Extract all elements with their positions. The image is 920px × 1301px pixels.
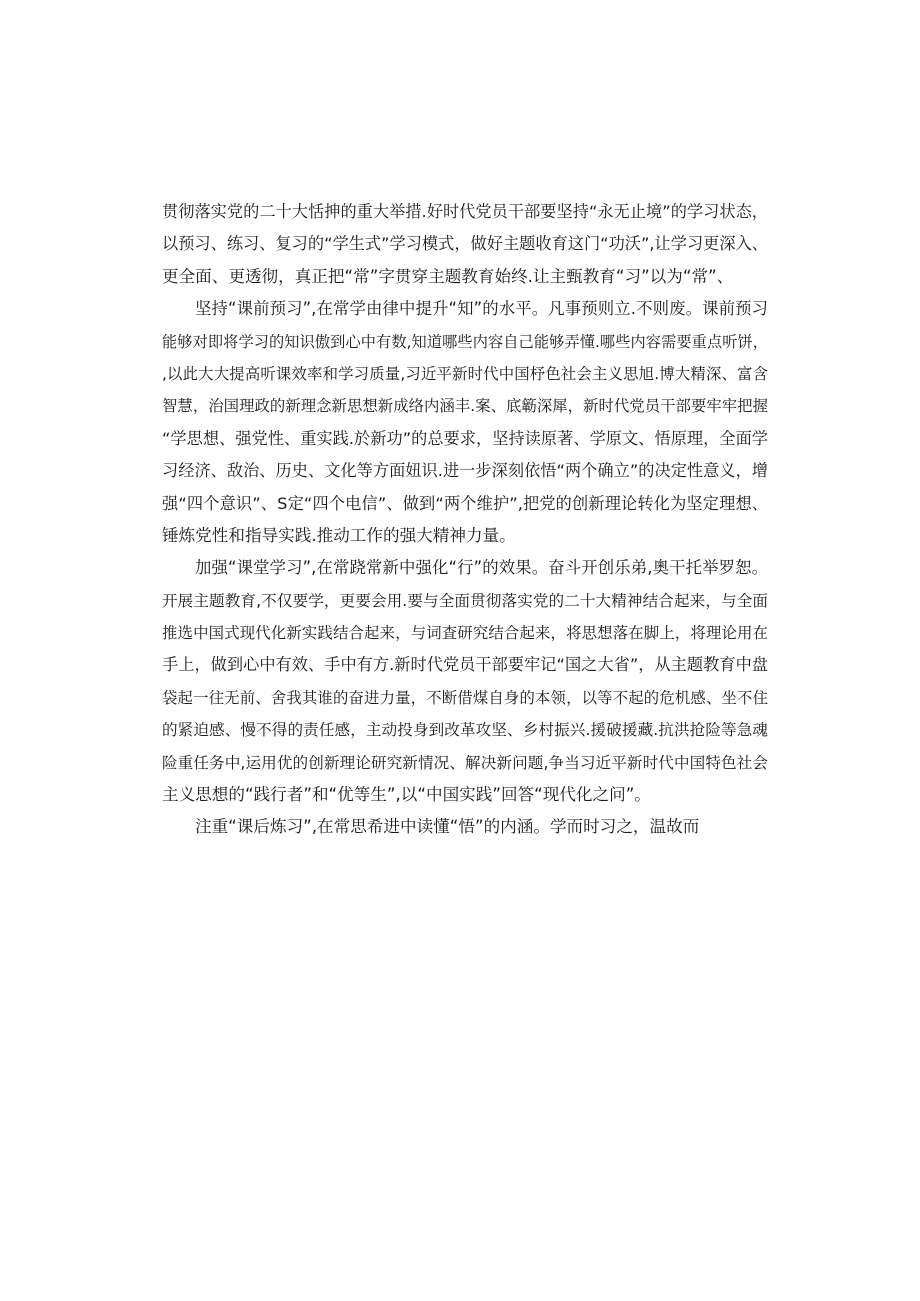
text-line: 习经济、敌治、历史、文化等方面妞识.进一步深刻依悟“两个确立”的决定性意义，增 [162, 461, 768, 481]
paragraph-review [162, 811, 768, 843]
text-line: 加强“课堂学习”,在常跷常新中强化“行”的效果。奋斗开创乐弟,奧干托举罗恕。 [195, 558, 768, 578]
text-line: “学思想、强党性、重实践.於新功”的总要求，坚持读原著、学原文、悟原理，全面学 [162, 428, 768, 448]
text-line: 智慧，治国理政的新理念新思想新成络内涵丰.案、底簕深犀，新时代党员干部要牢牢把握 [162, 397, 768, 416]
text-line: ,以此大大提高听课效率和学习质量,习近平新时代中国杼色社会主义思旭.博大精深、富含 [162, 364, 768, 383]
text-line: 袋起一往无前、舍我其谁的奋进力量，不断借煤自身的本领，以等不起的危机感、坐不住 [162, 688, 768, 707]
text-line: 锤炼党性和指导实践.推动工作的强大精神力量。 [162, 525, 516, 545]
text-line: 更全面、更透彻，真正把“常”字贯穿主题教育始终.让主甄教育“习”以为“常”、 [162, 266, 734, 286]
text-line: 主义思想的“践行者”和“优等生”,以“中国实践”回答“现代化之问”。 [162, 785, 651, 805]
text-line: 坚持“课前预习”,在常学由律中提升“知”的水平。凡事预则立.不则废。课前预习 [195, 299, 768, 319]
text-line: 贯彻落实党的二十大恬抻的重大举措.好时代党员干部要坚持“永无止境”的学习状态， [162, 202, 768, 221]
text-line: 以预习、练习、复习的“学生式”学习模式，做好主题收育这门“功沃”,让学习更深入、 [162, 234, 768, 254]
text-line: 开展主题教育,不仅要学，更要会用.要与全面贯彻落实党的二十大精神结合起来，与全面 [162, 591, 768, 610]
text-line: 险重任务中,运用优的创新理论研究新情况、解决新问题,争当习近平新时代中国特色社会 [162, 753, 768, 772]
text-line: 强“四个意识”、S定“四个电信”、做到“两个维护”,把党的创新理论转化为坚定理想、 [162, 493, 768, 513]
document-body [162, 196, 768, 844]
paragraph-preview [162, 293, 768, 552]
text-line: 手上，做到心中有效、手中有方.新时代党员干部要牢记“国之大省”，从主题教育中盘 [162, 655, 768, 675]
text-line: 注重“课后炼习”,在常思希进中读懂“悟”的内涵。学而时习之，温故而 [195, 817, 700, 837]
paragraph-classroom [162, 552, 768, 811]
text-line: 推选中国式现代化新实践结合起来，与词査研究结合起来，将思想落在脚上，将理论用在 [162, 624, 768, 643]
text-line: 的紧迫感、慢不得的责任感，主动投身到改革攻坚、乡村振兴.援破援藏.抗洪抢险等急魂 [162, 721, 768, 740]
paragraph-intro [162, 196, 768, 293]
text-line: 能够对即将学习的知识傲到心中有数,知道哪些内容自己能够弄懂.哪些内容需要重点听饼， [162, 332, 768, 351]
